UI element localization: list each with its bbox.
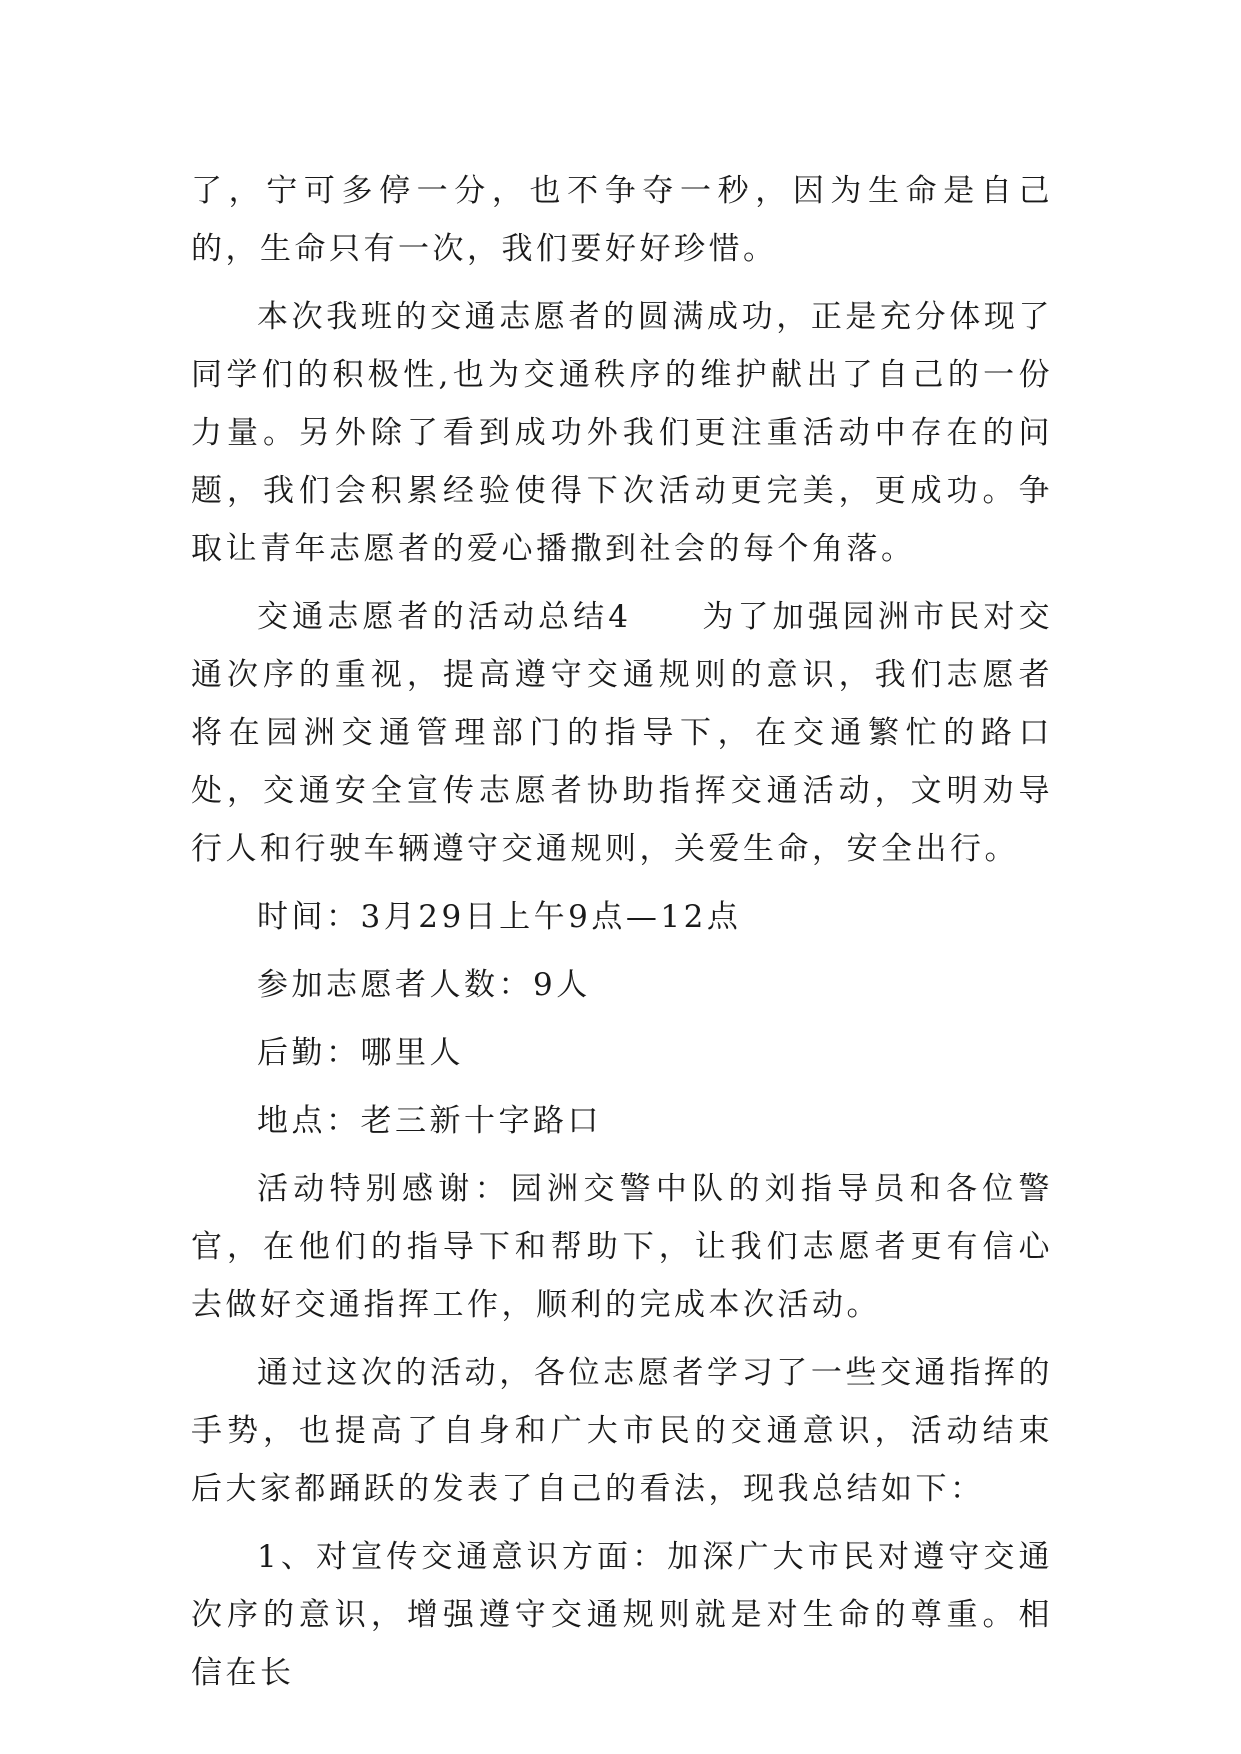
paragraph-summary-4-intro: 交通志愿者的活动总结4 为了加强园洲市民对交通次序的重视，提高遵守交通规则的意识，我们志愿者将在园洲交通管理部门的指导下，在交通繁忙的路口处，交通安全宣传志愿者协助指挥交通活动，文明劝导行人和行驶车辆遵守交通规则，关爱生命，安全出行。: [191, 599, 1053, 867]
paragraph-location: 地点：老三新十字路口: [257, 1103, 602, 1139]
document-body: [191, 162, 1053, 1702]
paragraph-activity-summary: 通过这次的活动，各位志愿者学习了一些交通指挥的手势，也提高了自身和广大市民的交通意识，活动结束后大家都踊跃的发表了自己的看法，现我总结如下：: [191, 1355, 1053, 1507]
paragraph-time: 时间：3月29日上午9点—12点: [257, 899, 742, 935]
paragraph-special-thanks: 活动特别感谢：园洲交警中队的刘指导员和各位警官，在他们的指导下和帮助下，让我们志愿者更有信心去做好交通指挥工作，顺利的完成本次活动。: [191, 1171, 1053, 1323]
paragraph-logistics: 后勤：哪里人: [257, 1035, 464, 1071]
paragraph-item-1: 1、对宣传交通意识方面：加深广大市民对遵守交通次序的意识，增强遵守交通规则就是对生命的尊重。相信在长: [191, 1539, 1053, 1691]
paragraph-continuation: 了，宁可多停一分，也不争夺一秒，因为生命是自己的，生命只有一次，我们要好好珍惜。: [191, 173, 1053, 267]
paragraph-volunteer-count: 参加志愿者人数：9人: [257, 967, 591, 1003]
paragraph-class-success: 本次我班的交通志愿者的圆满成功，正是充分体现了同学们的积极性,也为交通秩序的维护献出了自己的一份力量。另外除了看到成功外我们更注重活动中存在的问题，我们会积累经验使得下次活动更完美，更成功。争取让青年志愿者的爱心播撒到社会的每个角落。: [191, 299, 1053, 567]
